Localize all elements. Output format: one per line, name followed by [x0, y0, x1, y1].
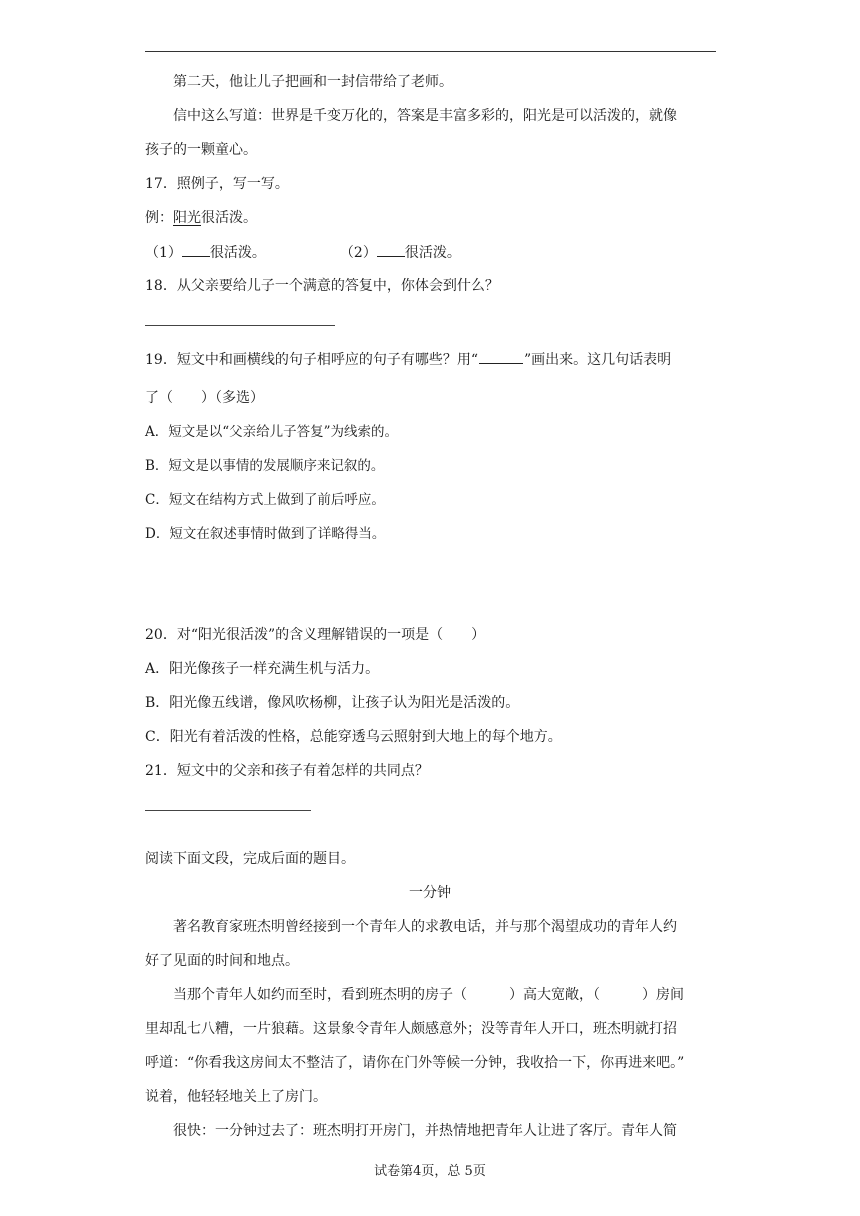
item-2-blank[interactable] [377, 242, 405, 257]
item-1-suffix: 很活泼。 [209, 245, 266, 261]
question-21-stem: 21．短文中的父亲和孩子有着怎样的共同点？ [145, 763, 429, 779]
passage-title: 一分钟 [409, 885, 451, 901]
question-20-stem: 20．对“阳光很活泼”的含义理解错误的一项是（ ） [145, 627, 486, 643]
passage2-line: 著名教育家班杰明曾经接到一个青年人的求教电话，并与那个渴望成功的青年人约 [173, 919, 677, 935]
reading-intro: 阅读下面文段，完成后面的题目。 [145, 851, 355, 867]
passage2-line: 当那个青年人如约而至时，看到班杰明的房子（ ）高大宽敞，（ ）房间 [173, 987, 684, 1003]
question-19-stem-part2: ”画出来。这几句话表明 [523, 352, 672, 368]
passage-paragraph: 信中这么写道：世界是千变万化的，答案是丰富多彩的，阳光是可以活泼的，就像 [173, 108, 677, 124]
item-1-blank[interactable] [182, 242, 210, 257]
question-19-option-a[interactable]: A．短文是以“父亲给儿子答复”为线索的。 [145, 424, 399, 440]
question-20-option-a[interactable]: A．阳光像孩子一样充满生机与活力。 [145, 661, 380, 677]
example-suffix: 很活泼。 [201, 210, 257, 226]
passage2-line: 呼道：“你看我这房间太不整洁了，请你在门外等候一分钟，我收拾一下，你再进来吧。” [145, 1055, 685, 1071]
passage2-line: 里却乱七八糟，一片狼藉。这景象令青年人颇感意外；没等青年人开口，班杰明就打招 [145, 1021, 677, 1037]
page-footer: 试卷第4页，总 5页 [374, 1164, 486, 1179]
passage-paragraph-continued: 孩子的一颗童心。 [145, 142, 257, 158]
passage2-line: 很快：一分钟过去了：班杰明打开房门，并热情地把青年人让进了客厅。青年人简 [173, 1123, 677, 1139]
passage-paragraph: 第二天，他让儿子把画和一封信带给了老师。 [173, 74, 453, 90]
header-rule [145, 51, 716, 52]
item-2-label: （2） [339, 245, 377, 261]
question-20-option-c[interactable]: C．阳光有着活泼的性格，总能穿透乌云照射到大地上的每个地方。 [145, 729, 562, 745]
underline-symbol [479, 351, 523, 364]
question-18-stem: 18．从父亲要给儿子一个满意的答复中，你体会到什么？ [145, 278, 499, 294]
item-1-label: （1） [145, 245, 182, 261]
question-19-option-d[interactable]: D．短文在叙述事情时做到了详略得当。 [145, 526, 386, 542]
question-17-stem: 17．照例子，写一写。 [145, 176, 289, 192]
question-21-answer-line[interactable] [145, 810, 311, 811]
example-underlined-word: 阳光 [173, 210, 201, 226]
question-17-items [145, 242, 461, 263]
question-17-example [145, 208, 257, 228]
question-18-answer-line[interactable] [145, 325, 335, 326]
question-19-option-c[interactable]: C．短文在结构方式上做到了前后呼应。 [145, 492, 385, 508]
passage2-line: 好了见面的时间和地点。 [145, 953, 299, 969]
question-19-option-b[interactable]: B．短文是以事情的发展顺序来记叙的。 [145, 458, 385, 474]
question-20-option-b[interactable]: B．阳光像五线谱，像风吹杨柳，让孩子认为阳光是活泼的。 [145, 695, 520, 711]
question-19-stem [145, 350, 671, 370]
example-prefix: 例： [145, 210, 173, 226]
question-19-stem-part1: 19．短文中和画横线的句子相呼应的句子有哪些？用“ [145, 352, 478, 368]
item-2-suffix: 很活泼。 [404, 245, 461, 261]
passage2-line: 说着，他轻轻地关上了房门。 [145, 1089, 327, 1105]
question-19-stem-line2: 了（ ）（多选） [145, 390, 264, 406]
